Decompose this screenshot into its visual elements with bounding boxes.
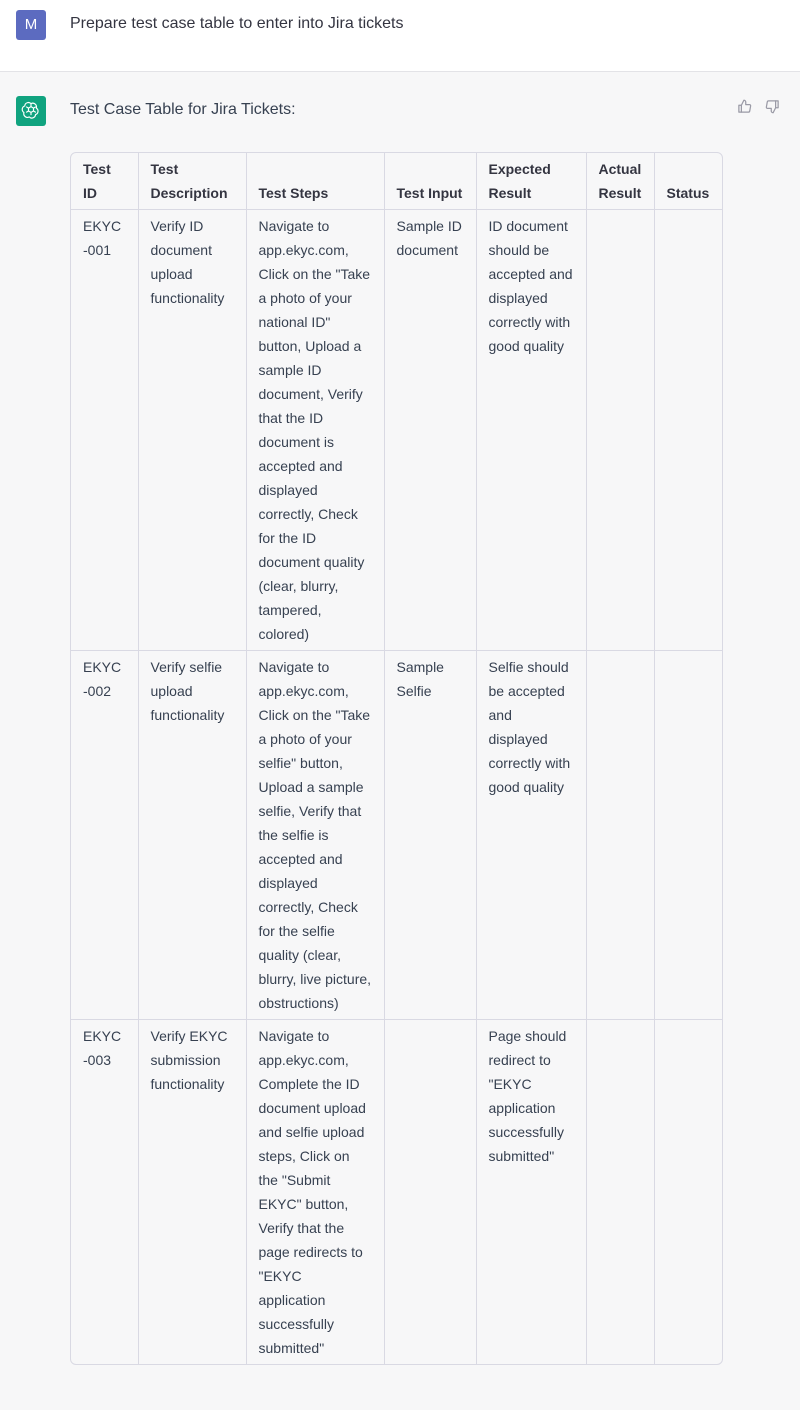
table-row [71, 210, 723, 651]
assistant-message-row [0, 72, 800, 1410]
assistant-intro-text: Test Case Table for Jira Tickets: [70, 101, 296, 118]
cell-expected: ID document should be accepted and displayed correctly with good quality [476, 210, 586, 651]
header-test-steps: Test Steps [246, 153, 384, 210]
cell-actual [586, 210, 654, 651]
cell-status [654, 1020, 723, 1365]
cell-input: Sample ID document [384, 210, 476, 651]
cell-test-id: EKYC-003 [71, 1020, 138, 1365]
cell-actual [586, 1020, 654, 1365]
cell-status [654, 651, 723, 1020]
header-actual-result: Actual Result [586, 153, 654, 210]
user-message-text: Prepare test case table to enter into Jira tickets [70, 15, 404, 32]
cell-steps: Navigate to app.ekyc.com, Complete the ID document upload and selfie upload steps, Click on the "Submit EKYC" button, Verify that the page redirects to "EKYC application successfully submitted" [246, 1020, 384, 1365]
cell-steps: Navigate to app.ekyc.com, Click on the "Take a photo of your selfie" button, Upload a sample selfie, Verify that the selfie is accepted and displayed correctly, Check for the selfie quality (clear, blurry, live picture, obstructions) [246, 651, 384, 1020]
user-message-row [0, 0, 800, 72]
table-header-row [71, 153, 723, 210]
header-test-id: Test ID [71, 153, 138, 210]
cell-test-id: EKYC-001 [71, 210, 138, 651]
test-case-table-wrapper [70, 152, 723, 1365]
cell-steps: Navigate to app.ekyc.com, Click on the "Take a photo of your national ID" button, Upload a sample ID document, Verify that the ID document is accepted and displayed correctly, Check for the ID document quality (clear, blurry, tampered, colored) [246, 210, 384, 651]
header-expected-result: Expected Result [476, 153, 586, 210]
feedback-buttons [736, 98, 780, 114]
header-test-input: Test Input [384, 153, 476, 210]
cell-expected: Selfie should be accepted and displayed correctly with good quality [476, 651, 586, 1020]
thumbs-down-icon[interactable] [764, 98, 780, 114]
cell-description: Verify selfie upload functionality [138, 651, 246, 1020]
cell-description: Verify EKYC submission functionality [138, 1020, 246, 1365]
cell-expected: Page should redirect to "EKYC application successfully submitted" [476, 1020, 586, 1365]
table-row [71, 651, 723, 1020]
thumbs-up-icon[interactable] [736, 98, 752, 114]
cell-actual [586, 651, 654, 1020]
cell-description: Verify ID document upload functionality [138, 210, 246, 651]
cell-input: Sample Selfie [384, 651, 476, 1020]
cell-input [384, 1020, 476, 1365]
test-case-table [71, 153, 723, 1364]
header-status: Status [654, 153, 723, 210]
cell-status [654, 210, 723, 651]
table-row [71, 1020, 723, 1365]
header-test-description: Test Description [138, 153, 246, 210]
cell-test-id: EKYC-002 [71, 651, 138, 1020]
user-avatar: M [16, 10, 46, 40]
openai-logo-icon [16, 96, 46, 126]
